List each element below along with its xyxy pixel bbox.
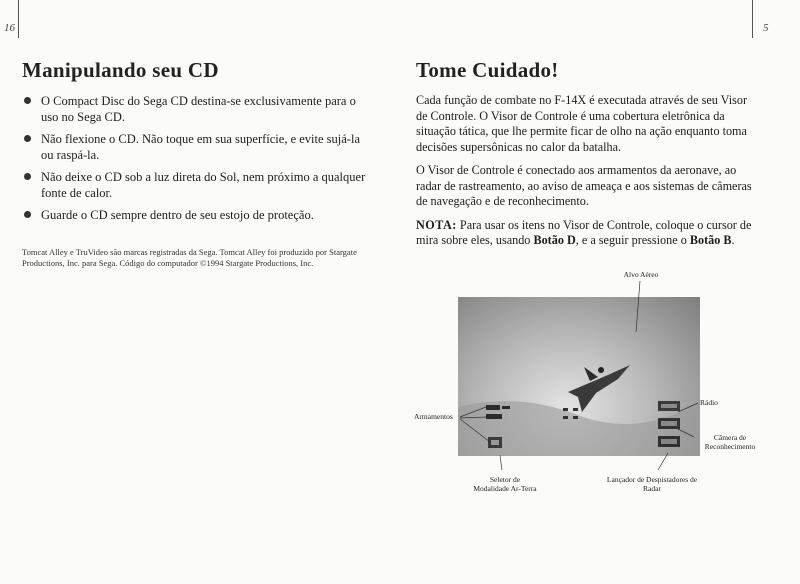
left-column bbox=[22, 58, 367, 269]
list-item: O Compact Disc do Sega CD destina-se exclusivamente para o uso no Sega CD. bbox=[22, 93, 367, 125]
right-column bbox=[416, 58, 761, 249]
cd-care-list bbox=[22, 93, 367, 223]
callout-camera-reconhecimento: Câmera de Reconhecimento bbox=[704, 433, 756, 451]
nota-label: NOTA: bbox=[416, 217, 457, 232]
page-number-left: 16 bbox=[4, 22, 15, 34]
nota-text-3: . bbox=[731, 233, 735, 247]
paragraph-1: Cada função de combate no F-14X é executada através de seu Visor de Controle. O Visor de Controle é uma cobertura eletrônica da situação tática, que lhe permite ficar de olho na ação enquanto toma decisões supersônicas no calor da batalha. bbox=[416, 93, 748, 154]
callout-armamentos: Armamentos bbox=[414, 412, 453, 421]
button-b-label: Botão B bbox=[689, 233, 732, 247]
button-d-label: Botão D bbox=[533, 233, 576, 247]
right-title: Tome Cuidado! bbox=[416, 58, 559, 82]
callout-alvo-aereo: Alvo Aéreo bbox=[623, 270, 659, 279]
right-gutter-line bbox=[752, 0, 753, 38]
page-number-right: 5 bbox=[763, 22, 769, 34]
nota-text-1: Para usar os itens no Visor de Controle, coloque o cursor de mira sobre eles, usando bbox=[416, 217, 752, 247]
left-title: Manipulando seu CD bbox=[22, 58, 219, 82]
callout-seletor-ar-terra: Seletor de Modalidade Ar-Terra bbox=[473, 475, 537, 493]
paragraph-2: O Visor de Controle é conectado aos armamentos da aeronave, ao radar de rastreamento, ao aviso de ameaça e aos sistemas de câmeras de navegação e de reconhecimento. bbox=[416, 163, 752, 208]
control-visor-figure bbox=[416, 265, 776, 515]
nota-paragraph bbox=[416, 218, 761, 249]
callout-lancador-despistadores: Lançador de Despistadores de Radar bbox=[606, 475, 698, 493]
list-item: Não deixe o CD sob a luz direta do Sol, nem próximo a qualquer fonte de calor. bbox=[22, 169, 367, 201]
list-item: Guarde o CD sempre dentro de seu estojo de proteção. bbox=[22, 207, 367, 223]
callout-radio: Rádio bbox=[700, 398, 718, 407]
trademark-notice: Tomcat Alley e TruVideo são marcas registradas da Sega. Tomcat Alley foi produzido por Stargate Productions, Inc. para Sega. Código do computador ©1994 Stargate Productions, Inc. bbox=[22, 247, 357, 268]
list-item: Não flexione o CD. Não toque em sua superfície, e evite sujá-la ou raspá-la. bbox=[22, 131, 367, 163]
left-gutter-line bbox=[18, 0, 19, 38]
callout-leader-lines bbox=[416, 265, 776, 515]
nota-text-2: , e a seguir pressione o bbox=[575, 233, 690, 247]
